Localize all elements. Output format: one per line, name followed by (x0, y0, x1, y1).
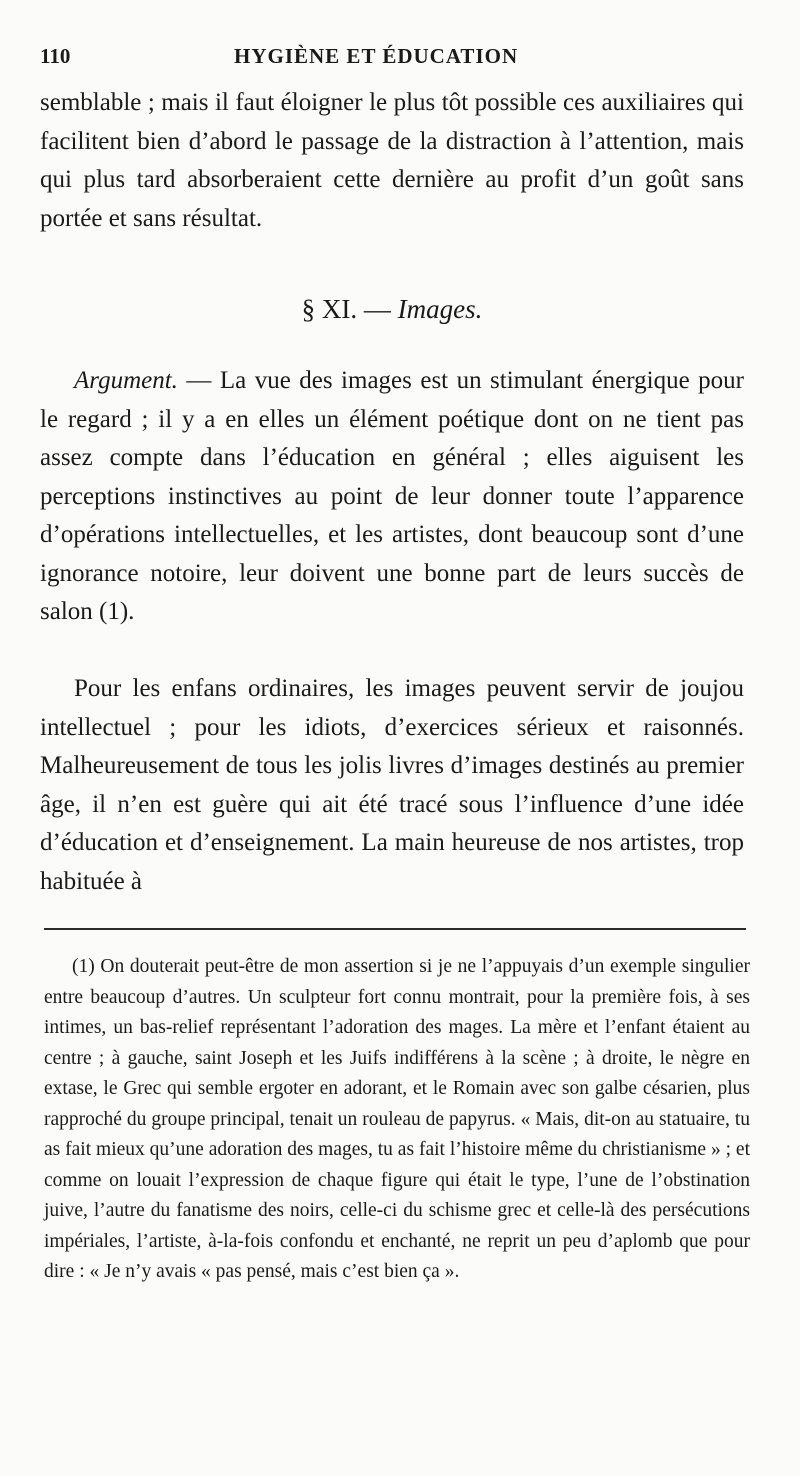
section-heading (40, 294, 744, 325)
argument-text: — La vue des images est un stimulant énergique pour le regard ; il y a en elles un élément poétique dont on ne tient pas assez compte dans l’éducation en général ; elles aiguisent les perceptions instinctives au point de leur donner toute l’apparence d’opérations intellectuelles, et les artistes, dont beaucoup sont d’une ignorance notoire, leur doivent une bonne part de leurs succès de salon (1). (40, 367, 744, 625)
section-title: Images. (397, 294, 483, 324)
argument-paragraph-block (40, 362, 744, 632)
page-number: 110 (40, 44, 71, 68)
page-header (40, 44, 740, 74)
argument-label: Argument. (74, 367, 178, 394)
body-paragraph: Pour les enfans ordinaires, les images peuvent servir de joujou intellectuel ; pour les idiots, d’exercices sérieux et raisonnés. Malheureusement de tous les jolis livres d’images destinés au premier âge, il n’en est guère qui ait été tracé sous l’influence d’une idée d’éducation et d’enseignement. La main heureuse de nos artistes, trop habituée à (40, 675, 744, 895)
argument-paragraph (40, 362, 744, 632)
footnote-text: (1) On douterait peut-être de mon assertion si je ne l’appuyais d’un exemple singulier entre beaucoup d’autres. Un sculpteur fort connu montrait, pour la première fois, à ses intimes, un bas-relief représentant l’adoration des mages. La mère et l’enfant étaient au centre ; à gauche, saint Joseph et les Juifs indifférens à la scène ; à droite, le nègre en extase, le Grec qui semble ergoter en adorant, et le Romain avec son galbe césarien, plus rapproché du groupe principal, tenait un rouleau de papyrus. « Mais, dit-on au statuaire, tu as fait mieux qu’une adoration des mages, tu as fait l’histoire même du christianisme » ; et comme on louait l’expression de chaque figure qui était le type, l’une de l’obstination juive, l’autre du fanatisme des noirs, celle-ci du schisme grec et celle-là des persécutions impériales, l’artiste, à-la-fois confondu et enchanté, ne reprit un peu d’aplomb que pour dire : « Je n’y avais « pas pensé, mais c’est bien ça ». (44, 956, 750, 1282)
intro-paragraph: semblable ; mais il faut éloigner le plus tôt possible ces auxiliaires qui facilitent bien d’abord le passage de la distraction à l’attention, mais qui plus tard absorberaient cette dernière au profit d’un goût sans portée et sans résultat. (40, 89, 744, 232)
body-paragraph-block (40, 670, 744, 901)
running-title: HYGIÈNE ET ÉDUCATION (234, 44, 519, 68)
footnote-divider (44, 928, 746, 930)
section-number: § XI. — (301, 294, 398, 324)
footnote-block (44, 952, 750, 1288)
intro-paragraph-block (40, 84, 744, 238)
